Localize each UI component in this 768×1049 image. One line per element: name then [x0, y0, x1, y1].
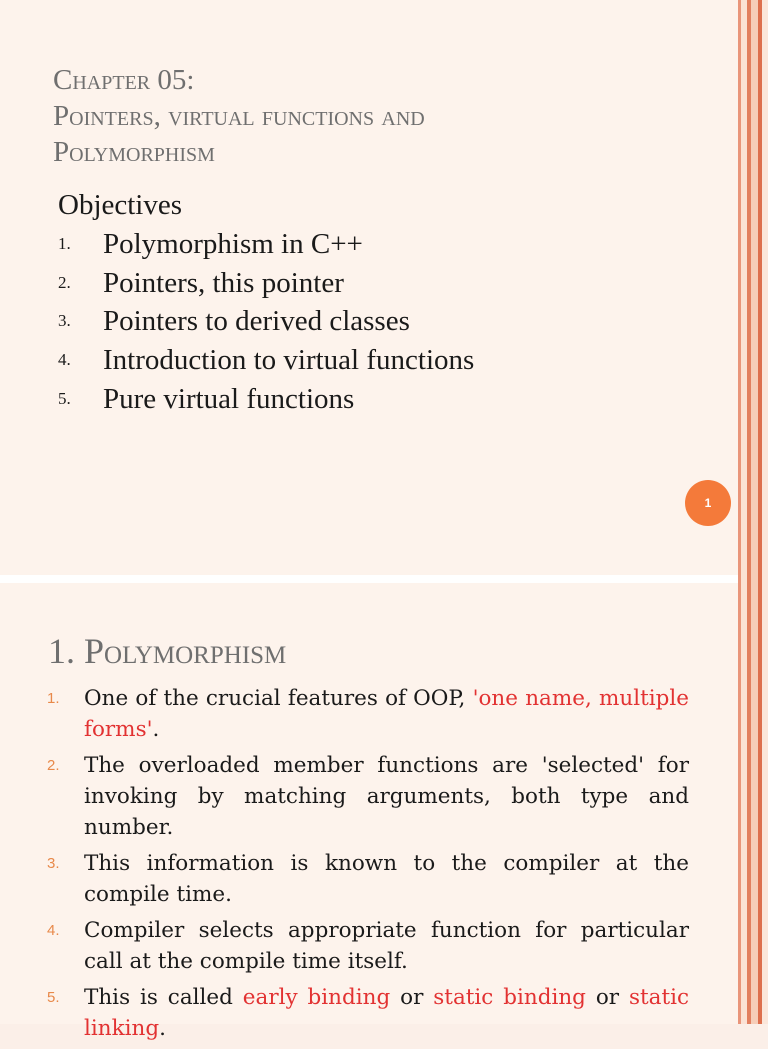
objective-item [58, 302, 474, 341]
objective-text: Introduction to virtual functions [103, 344, 475, 377]
objective-number: 4. [58, 350, 71, 370]
section-title: 1. Polymorphism [48, 631, 287, 671]
point-text: The overloaded member functions are 'selected' for invoking by matching arguments, both type and number. [84, 753, 689, 840]
point-item [47, 750, 689, 843]
objective-number: 5. [58, 388, 71, 408]
objectives-list [58, 225, 474, 419]
point-number: 4. [47, 922, 60, 939]
objective-text: Pointers to derived classes [103, 305, 410, 338]
slide-2 [0, 583, 738, 1041]
page-number-badge: 1 [685, 480, 731, 526]
edge-stripe [751, 0, 758, 1024]
chapter-title [53, 62, 425, 170]
chapter-title-line-3: Polymorphism [53, 136, 215, 168]
point-number: 5. [47, 989, 60, 1006]
point-number: 1. [47, 690, 60, 707]
objective-item [58, 341, 474, 380]
edge-stripe [762, 0, 768, 1024]
point-text: . [152, 717, 160, 742]
highlight-text: static binding [433, 985, 586, 1010]
objective-number: 2. [58, 272, 71, 292]
decorative-edge-stripes [738, 0, 768, 1024]
point-text: or [585, 985, 629, 1010]
highlight-text: static linking [84, 985, 690, 1041]
objective-number: 1. [58, 234, 71, 253]
point-number: 2. [47, 757, 60, 774]
objective-number: 3. [58, 311, 71, 331]
point-item [47, 915, 689, 977]
slide-separator [0, 575, 738, 583]
point-text: One of the crucial features of OOP, [84, 686, 473, 711]
objective-text: Pointers, this pointer [103, 266, 344, 299]
objective-item [58, 380, 474, 419]
point-text: or [390, 985, 434, 1010]
point-text: . [159, 1016, 166, 1041]
objective-text: Polymorphism in C++ [103, 228, 363, 260]
objectives-block [58, 186, 474, 419]
highlight-text: 'one name, multiple forms' [84, 686, 689, 742]
objective-text: Pure virtual functions [103, 382, 355, 415]
point-number: 3. [47, 855, 60, 872]
point-text: This is called [84, 985, 243, 1010]
point-item [47, 683, 689, 745]
objective-item [58, 225, 474, 264]
chapter-title-line-1: Chapter 05: [53, 64, 195, 96]
point-text: This information is known to the compiler at the compile time. [84, 851, 689, 907]
point-text: Compiler selects appropriate function for particular call at the compile time itself. [84, 918, 689, 974]
objective-item [58, 264, 474, 303]
chapter-title-line-2: Pointers, virtual functions and [53, 100, 425, 132]
point-item [47, 982, 689, 1044]
objectives-heading: Objectives [58, 189, 183, 221]
highlight-text: early binding [242, 985, 391, 1010]
polymorphism-points [47, 683, 689, 1049]
point-item [47, 848, 689, 910]
